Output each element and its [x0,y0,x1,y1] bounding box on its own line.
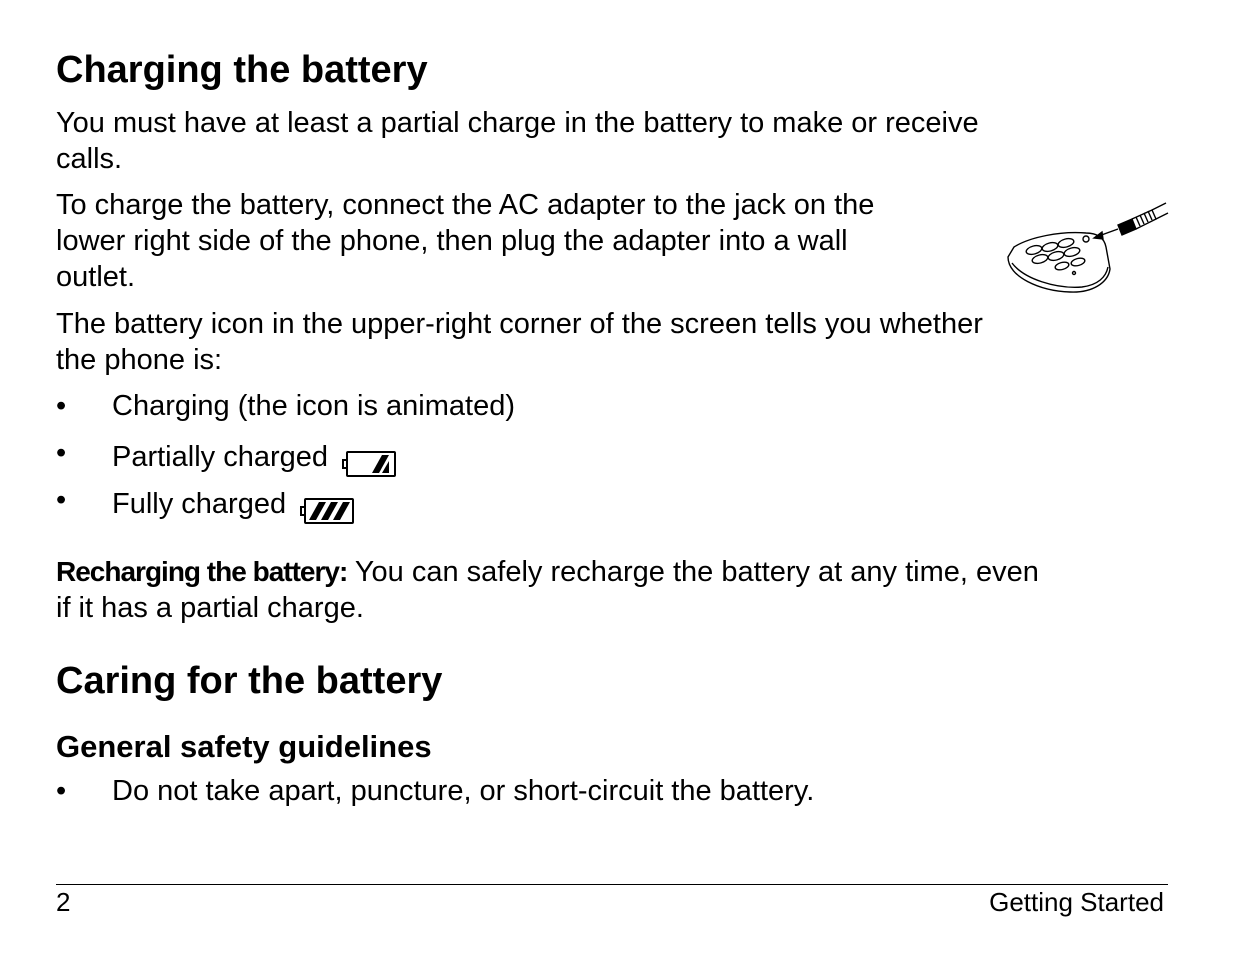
paragraph-line: the phone is: [56,344,223,376]
paragraph-battery-icon [56,306,983,378]
paragraph-line: calls. [56,143,123,175]
run-in-heading: Recharging the battery: [56,556,348,587]
subheading-safety-guidelines: General safety guidelines [56,729,432,764]
phone-charger-illustration-icon [1000,195,1170,297]
paragraph-partial-charge [56,105,979,177]
list-item-text: Partially charged [112,441,328,473]
list-item-text: Charging (the icon is animated) [112,390,515,422]
paragraph-line: if it has a partial charge. [56,592,364,624]
bullet-marker: • [56,484,67,516]
section-heading-charging: Charging the battery [56,49,428,91]
bullet-marker: • [56,390,67,422]
paragraph-line [56,554,1039,590]
paragraph-text: You can safely recharge the battery at any time, even [354,556,1039,588]
list-item-text: Fully charged [112,488,287,520]
paragraph-line: To charge the battery, connect the AC adapter to the jack on the [56,189,875,221]
paragraph-recharging [56,554,1039,626]
battery-full-icon [300,496,358,526]
bullet-marker: • [56,775,67,807]
paragraph-line: outlet. [56,261,135,293]
list-item [112,482,358,526]
paragraph-line: You must have at least a partial charge in the battery to make or receive [56,107,979,139]
footer-rule [56,884,1168,885]
battery-partial-icon [342,449,400,479]
paragraph-line: The battery icon in the upper-right corner of the screen tells you whether [56,308,983,340]
list-item-text: Do not take apart, puncture, or short-circuit the battery. [112,775,815,807]
paragraph-line: lower right side of the phone, then plug the adapter into a wall [56,225,848,257]
page-number: 2 [56,887,71,917]
bullet-marker: • [56,437,67,469]
paragraph-connect-adapter [56,187,874,295]
list-item [112,435,400,479]
list-item [112,773,814,809]
footer-chapter-title: Getting Started [989,887,1164,917]
list-item [112,388,515,424]
section-heading-caring: Caring for the battery [56,660,443,702]
